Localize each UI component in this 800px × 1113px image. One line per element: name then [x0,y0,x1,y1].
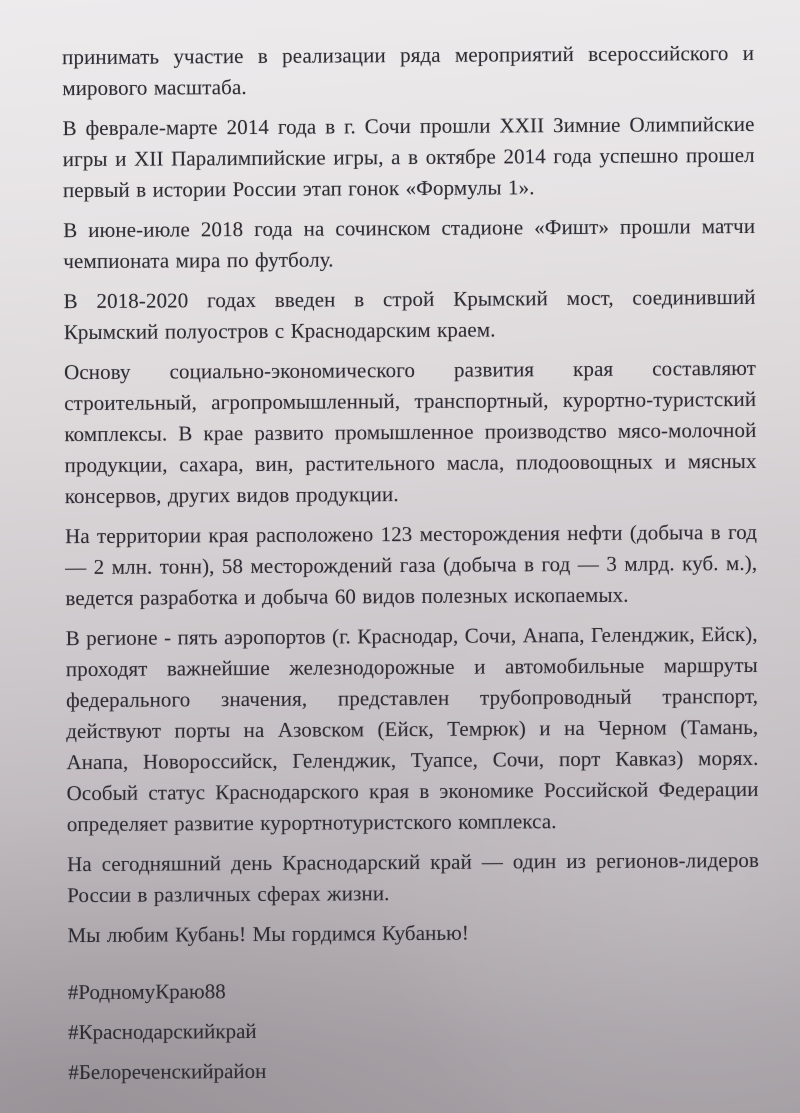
hashtag: #Краснодарскийкрай [67,1018,257,1045]
page-text-block [62,38,760,1097]
paragraph-continuation: принимать участие в реализации ряда мероприятий всероссийского и мирового масштаба. [62,40,755,101]
paragraph-economy-base: Основу социально-экономического развития края составляют строительный, агропромышленный, транспортный, курортно-туристский комплексы. В крае развито промышленное производство мясо-молочной продукции, сахара, вин, растительного масла, плодоовощных и мясных консервов, других видов продукции. [63,355,757,509]
paragraph-worldcup-2018: В июне-июле 2018 года на сочинском стадионе «Фишт» прошли матчи чемпионата мира по футболу. [63,213,756,274]
hashtag: #Белореченскийрайон [68,1058,267,1085]
paragraph-crimean-bridge: В 2018-2020 годах введен в строй Крымский мост, соединивший Крымский полуостров с Краснодарским краем. [63,284,756,345]
document-body [62,38,760,951]
paragraph-oil-gas: На территории края расположено 123 месторождения нефти (добыча в год — 2 млн. тонн), 58 месторождений газа (добыча в год — 3 млрд. куб. м.), ведется разработка и добыча 60 видов полезных ископаемых. [64,519,758,611]
paragraph-olympics-2014: В феврале-марте 2014 года в г. Сочи прошли XXII Зимние Олимпийские игры и XII Паралимпийские игры, а в октябре 2014 года успешно прошел первый в истории России этап гонок «Формулы 1». [62,111,755,203]
paragraph-region-leader: На сегодняшний день Краснодарский край — один из регионов-лидеров России в различных сферах жизни. [66,847,760,908]
hashtag: #РодномуКраю88 [67,979,226,1005]
paragraph-kuban-slogan: Мы любим Кубань! Мы гордимся Кубанью! [67,920,470,948]
paragraph-transport: В регионе - пять аэропортов (г. Краснодар, Сочи, Анапа, Геленджик, Ейск), проходят важнейшие железнодорожные и автомобильные маршруты федерального значения, представлен трубопроводный транспорт, действуют порты на Азовском (Ейск, Темрюк) и на Черном (Тамань, Анапа, Новороссийск, Геленджик, Туапсе, Сочи, порт Кавказ) морях. Особый статус Краснодарского края в экономике Российской Федерации определяет развитие курортнотуристского комплекса. [65,621,759,837]
hashtag-list [68,973,761,1088]
